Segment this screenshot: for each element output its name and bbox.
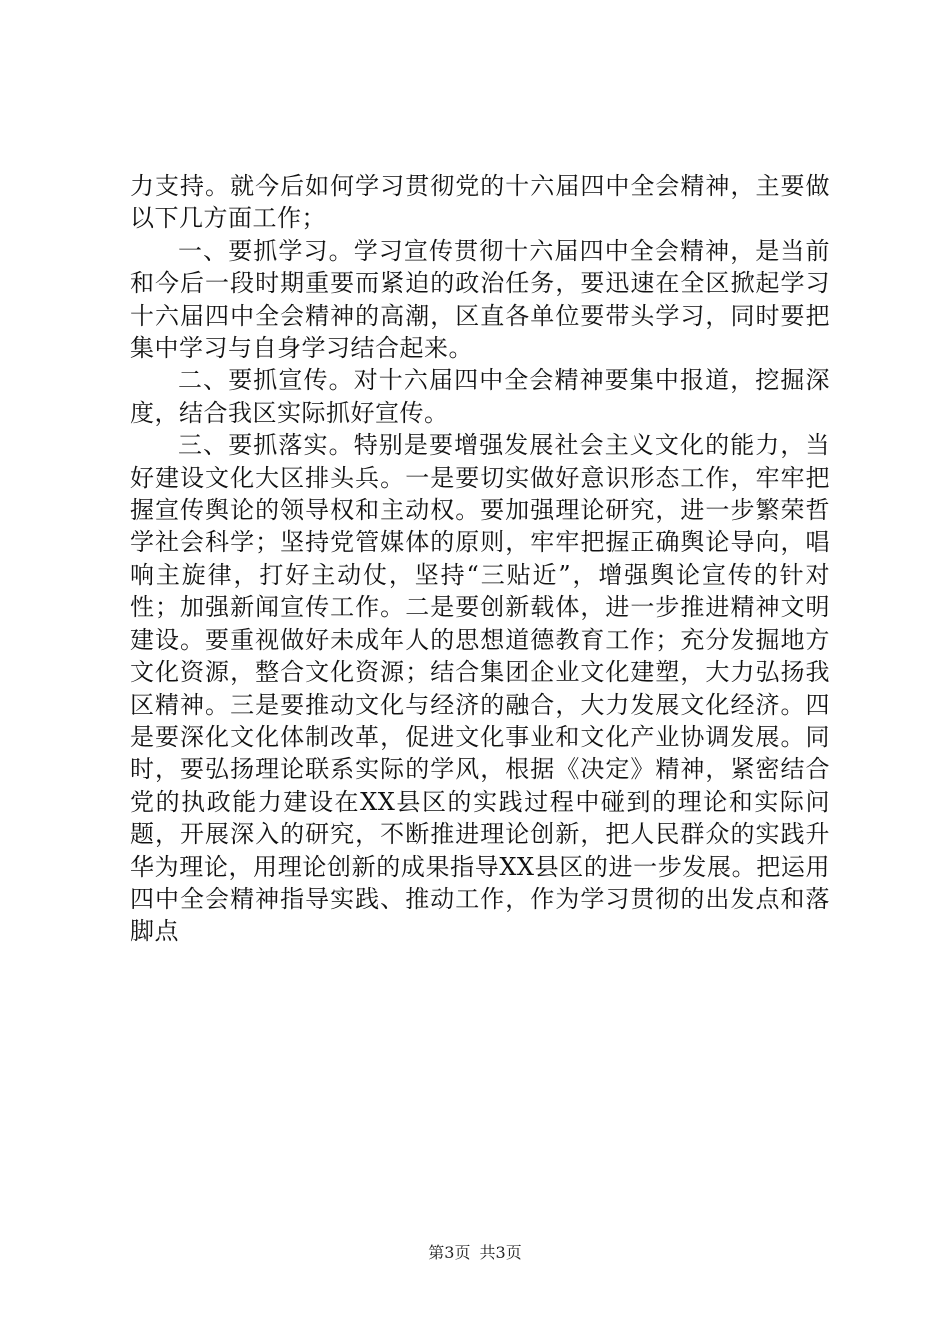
document-body [130, 170, 830, 948]
paragraph-study: 一、要抓学习。学习宣传贯彻十六届四中全会精神，是当前和今后一段时期重要而紧迫的政治任务，要迅速在全区掀起学习十六届四中全会精神的高潮，区直各单位要带头学习，同时要把集中学习与自身学习结合起来。 [130, 236, 830, 363]
paragraph-implementation: 三、要抓落实。特别是要增强发展社会主义文化的能力，当好建设文化大区排头兵。一是要切实做好意识形态工作，牢牢把握宣传舆论的领导权和主动权。要加强理论研究，进一步繁荣哲学社会科学；坚持党管媒体的原则，牢牢把握正确舆论导向，唱响主旋律，打好主动仗，坚持“三贴近”，增强舆论宣传的针对性；加强新闻宣传工作。二是要创新载体，进一步推进精神文明建设。要重视做好未成年人的思想道德教育工作；充分发掘地方文化资源，整合文化资源；结合集团企业文化建塑，大力弘扬我区精神。三是要推动文化与经济的融合，大力发展文化经济。四是要深化文化体制改革，促进文化事业和文化产业协调发展。同时，要弘扬理论联系实际的学风，根据《决定》精神，紧密结合党的执政能力建设在XX县区的实践过程中碰到的理论和实际问题，开展深入的研究，不断推进理论创新，把人民群众的实践升华为理论，用理论创新的成果指导XX县区的进一步发展。把运用四中全会精神指导实践、推动工作，作为学习贯彻的出发点和落脚点 [130, 431, 830, 946]
paragraph-publicity: 二、要抓宣传。对十六届四中全会精神要集中报道，挖掘深度，结合我区实际抓好宣传。 [130, 366, 830, 427]
paragraph-intro: 力支持。就今后如何学习贯彻党的十六届四中全会精神，主要做以下几方面工作； [130, 172, 830, 233]
page-footer [0, 1243, 950, 1263]
page-number: 第3页 [428, 1243, 471, 1262]
page-total: 共3页 [479, 1243, 522, 1262]
